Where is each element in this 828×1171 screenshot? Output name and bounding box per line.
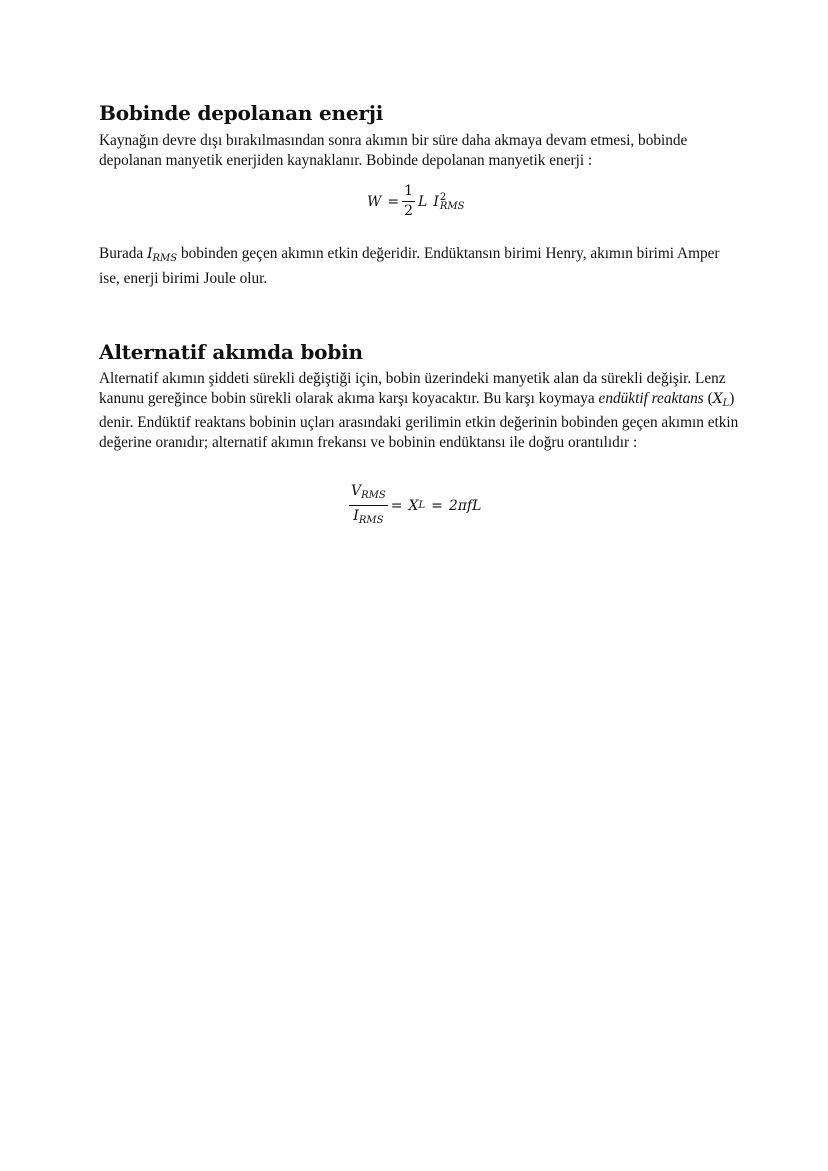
eq-sup-2: 2 — [439, 191, 447, 203]
section-heading-stored-energy: Bobinde depolanan enerji — [99, 101, 384, 125]
eq2-num-sub: RMS — [361, 490, 386, 501]
equation-stored-energy — [367, 183, 465, 220]
eq-fraction-den: 2 — [404, 203, 414, 219]
eq2-symbol-i: I — [353, 508, 359, 524]
eq2-sub-l: L — [418, 500, 426, 511]
eq2-symbol-v: V — [351, 483, 362, 499]
eq2-rhs: 2πfL — [448, 497, 482, 514]
eq-fraction-num: 1 — [402, 183, 415, 202]
para3-sub-l: L — [722, 397, 730, 409]
paragraph-stored-energy-intro: Kaynağın devre dışı bırakılmasından sonra akımın bir süre daha akmaya devam etmesi, bobinde depolanan manyetik enerjiden kaynaklanır. Bobinde depolanan manyetik enerji : — [99, 132, 688, 169]
para2-post: bobinden geçen akımın etkin değeridir. Endüktansın birimi Henry, akımın birimi Amper ise, enerji birimi Joule olur. — [99, 245, 720, 287]
eq-supsub — [440, 193, 465, 211]
para2-pre: Burada — [99, 245, 147, 262]
section-heading-ac-inductor: Alternatif akımda bobin — [99, 340, 363, 364]
para3-italic-term: endüktif reaktans — [598, 389, 704, 407]
eq2-symbol-x: X — [408, 497, 419, 514]
eq-equals: = — [387, 193, 400, 210]
eq-symbol-w: W — [367, 193, 382, 210]
eq2-fraction — [349, 482, 388, 529]
eq2-den-sub: RMS — [358, 515, 384, 526]
eq-fraction-half — [402, 183, 415, 220]
para3-post: denir. Endüktif reaktans bobinin uçları arasındaki gerilimin etkin değerinin bobinden geçen akımın etkin değerine oranıdır; alternatif akımın frekansı ve bobinin endüktansı ile doğru orantılıdır : — [99, 414, 739, 451]
para3-symbol-x: X — [712, 390, 723, 407]
para3-pre: Alternatif akımın şiddeti sürekli değiştiği için, bobin üzerindeki manyetik alan da sürekli değişir. Lenz kanunu gereğince bobin sürekli olarak akıma karşı koyacaktır. Bu karşı koymaya — [99, 370, 726, 407]
eq2-equals-2: = — [431, 497, 443, 514]
eq2-equals-1: = — [390, 497, 403, 514]
paragraph-rms-explanation — [99, 244, 739, 288]
eq-sub-rms: RMS — [439, 200, 465, 212]
para2-sub-rms: RMS — [152, 253, 178, 264]
para2-symbol-i: I — [147, 246, 153, 262]
eq2-denominator — [351, 506, 385, 529]
eq-symbol-i: I — [433, 193, 439, 210]
para3-close: ) — [729, 389, 735, 407]
para3-open: ( — [703, 389, 713, 407]
paragraph-ac-inductor — [99, 369, 739, 452]
eq2-numerator — [349, 482, 388, 506]
eq-symbol-l: L — [418, 193, 428, 210]
equation-inductive-reactance — [346, 482, 481, 529]
